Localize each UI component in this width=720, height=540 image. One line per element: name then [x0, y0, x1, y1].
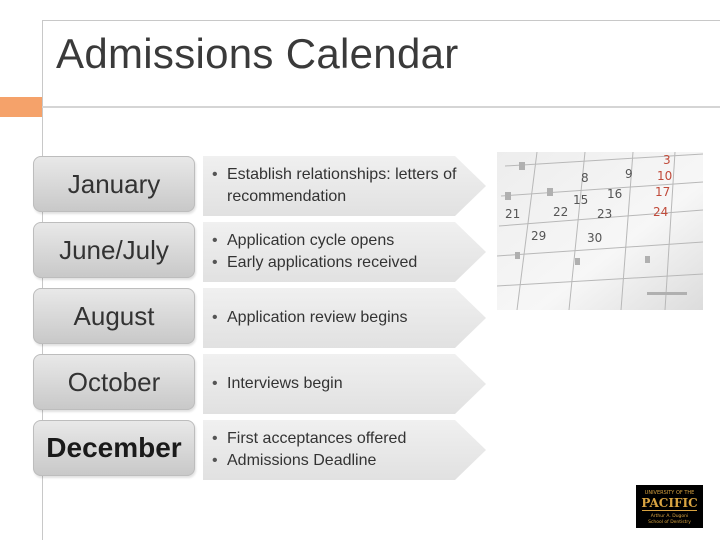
- detail-item: • Application review begins: [212, 307, 472, 329]
- month-label: June/July: [33, 222, 195, 278]
- timeline-row-october: [0, 354, 720, 414]
- month-label: January: [33, 156, 195, 212]
- calendar-date: 21: [505, 207, 521, 221]
- calendar-date: 10: [657, 169, 673, 183]
- details-list: [212, 420, 472, 480]
- calendar-date: 17: [655, 185, 671, 199]
- details-list: [212, 222, 472, 282]
- page-title: Admissions Calendar: [56, 30, 459, 77]
- title-underline: [42, 106, 720, 108]
- calendar-date: 23: [597, 207, 613, 221]
- university-logo-graphic: [636, 485, 703, 528]
- month-label: December: [33, 420, 195, 476]
- logo-line-1: UNIVERSITY OF THE: [644, 490, 695, 496]
- calendar-date: 30: [587, 231, 603, 245]
- detail-item: • Admissions Deadline: [212, 450, 472, 472]
- detail-item: • Establish relationships: letters of recommendation: [212, 164, 472, 208]
- detail-item: • Interviews begin: [212, 373, 472, 395]
- calendar-date: 3: [663, 153, 671, 167]
- calendar-date: 22: [553, 205, 569, 219]
- calendar-photo: [497, 152, 703, 310]
- details-list: [212, 354, 472, 414]
- calendar-date: 9: [625, 167, 633, 181]
- month-label: August: [33, 288, 195, 344]
- title-accent-bar: [0, 97, 42, 117]
- detail-item: • First acceptances offered: [212, 428, 472, 450]
- calendar-date: 15: [573, 193, 589, 207]
- details-list: [212, 288, 472, 348]
- calendar-date: 16: [607, 187, 623, 201]
- university-logo: [636, 485, 703, 528]
- frame-top-rule: [42, 20, 720, 21]
- logo-line-3: Arthur A. Dugoni: [650, 514, 689, 519]
- calendar-date: 29: [531, 229, 547, 243]
- detail-item: • Application cycle opens: [212, 230, 472, 252]
- calendar-date: 8: [581, 171, 589, 185]
- details-list: [212, 156, 472, 216]
- calendar-photo-graphic: [497, 152, 703, 310]
- logo-line-4: School of Dentistry: [648, 520, 691, 525]
- logo-line-2: PACIFIC: [641, 496, 698, 510]
- detail-item: • Early applications received: [212, 252, 472, 274]
- calendar-date: 24: [653, 205, 669, 219]
- timeline-row-december: [0, 420, 720, 480]
- month-label: October: [33, 354, 195, 410]
